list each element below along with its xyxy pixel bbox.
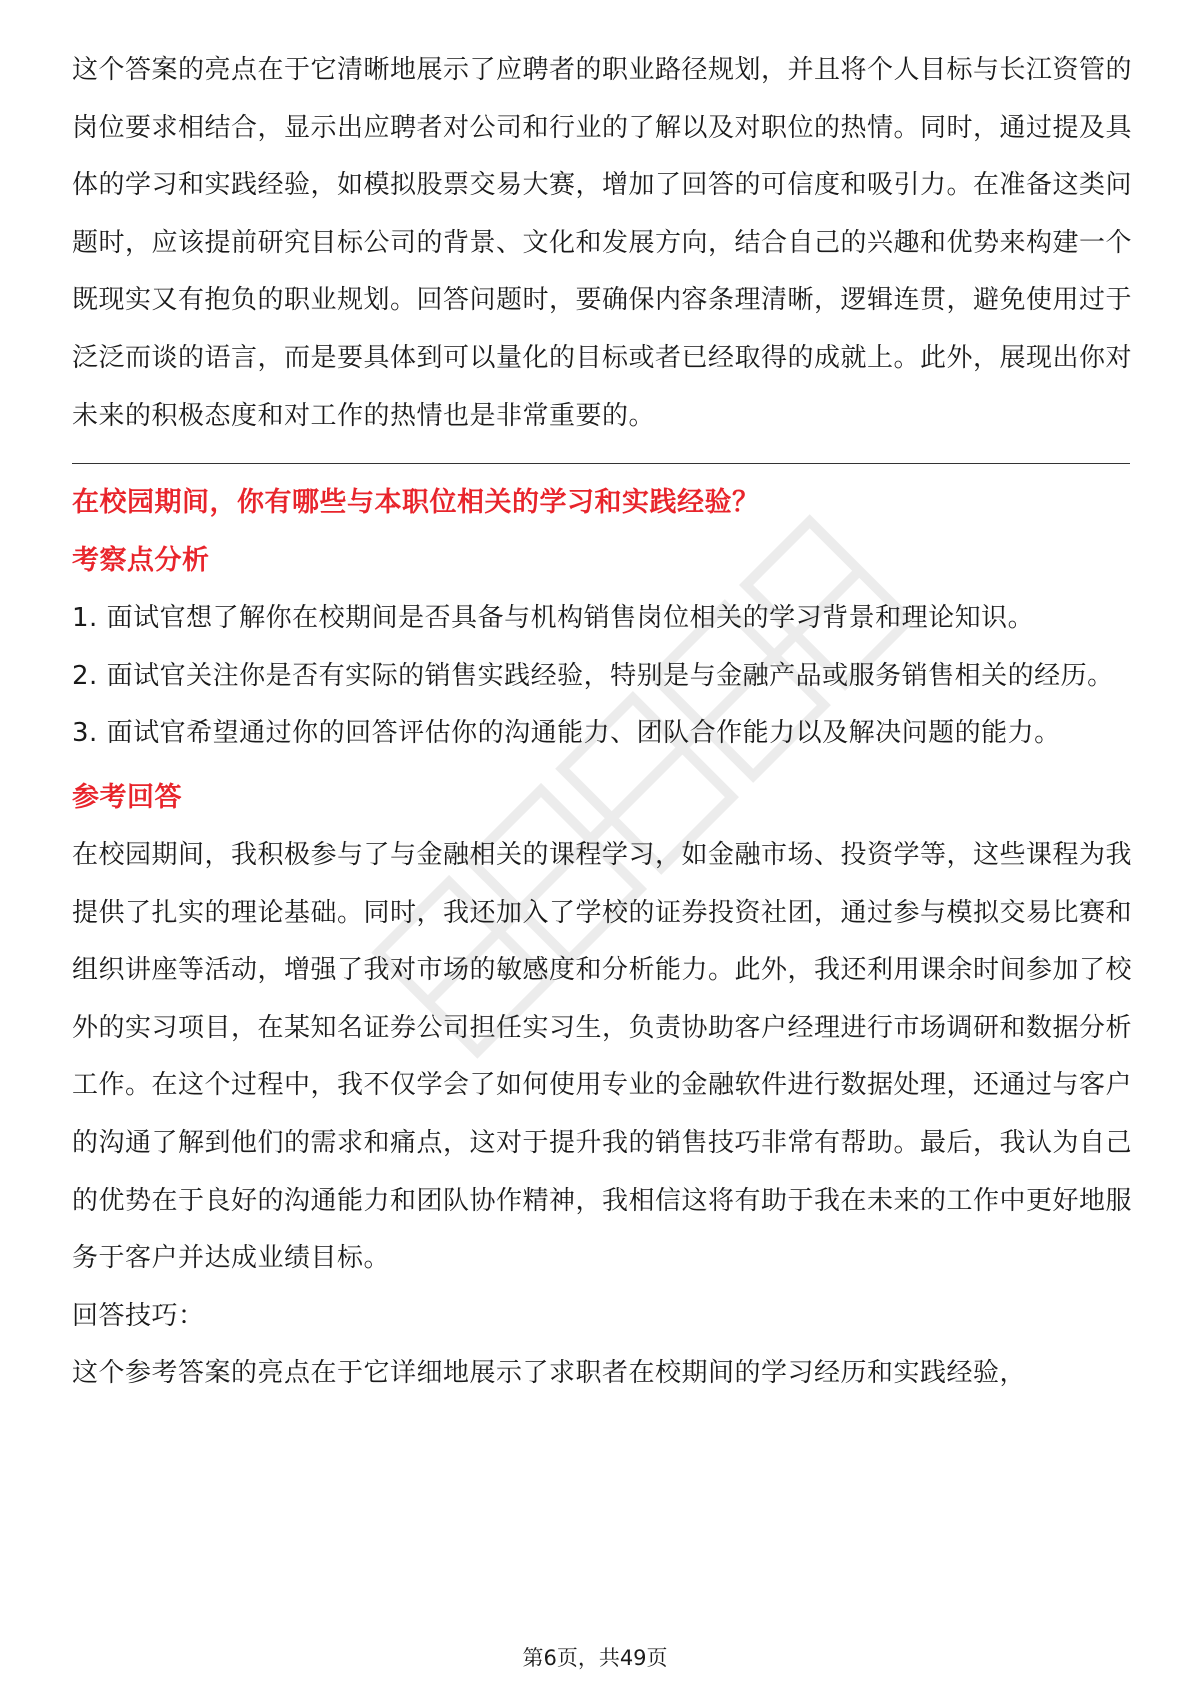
tips-label: 回答技巧： xyxy=(72,1300,205,1331)
page-content xyxy=(72,42,1132,1403)
analysis-item-2: 2. 面试官关注你是否有实际的销售实践经验，特别是与金融产品或服务销售相关的经历。 xyxy=(72,660,1114,691)
intro-paragraph: 这个答案的亮点在于它清晰地展示了应聘者的职业路径规划，并且将个人目标与长江资管的岗位要求相结合，显示出应聘者对公司和行业的了解以及对职位的热情。同时，通过提及具体的学习和实践经验，如模拟股票交易大赛，增加了回答的可信度和吸引力。在准备这类问题时，应该提前研究目标公司的背景、文化和发展方向，结合自己的兴趣和优势来构建一个既现实又有抱负的职业规划。回答问题时，要确保内容条理清晰，逻辑连贯，避免使用过于泛泛而谈的语言，而是要具体到可以量化的目标或者已经取得的成就上。此外，展现出你对未来的积极态度和对工作的热情也是非常重要的。 xyxy=(72,55,1133,431)
analysis-heading: 考察点分析 xyxy=(72,545,210,577)
analysis-item-3: 3. 面试官希望通过你的回答评估你的沟通能力、团队合作能力以及解决问题的能力。 xyxy=(72,718,1061,749)
answer-heading: 参考回答 xyxy=(72,781,182,813)
page-footer: 第6页，共49页 xyxy=(522,1646,668,1670)
section-divider xyxy=(72,463,1130,464)
analysis-item-1: 1. 面试官想了解你在校期间是否具备与机构销售岗位相关的学习背景和理论知识。 xyxy=(72,603,1035,634)
answer-paragraph: 在校园期间，我积极参与了与金融相关的课程学习，如金融市场、投资学等，这些课程为我提供了扎实的理论基础。同时，我还加入了学校的证券投资社团，通过参与模拟交易比赛和组织讲座等活动，增强了我对市场的敏感度和分析能力。此外，我还利用课余时间参加了校外的实习项目，在某知名证券公司担任实习生，负责协助客户经理进行市场调研和数据分析工作。在这个过程中，我不仅学会了如何使用专业的金融软件进行数据处理，还通过与客户的沟通了解到他们的需求和痛点，这对于提升我的销售技巧非常有帮助。最后，我认为自己的优势在于良好的沟通能力和团队协作精神，我相信这将有助于我在未来的工作中更好地服务于客户并达成业绩目标。 xyxy=(72,839,1133,1274)
tips-paragraph: 这个参考答案的亮点在于它详细地展示了求职者在校期间的学习经历和实践经验， xyxy=(72,1358,1027,1389)
question-heading: 在校园期间，你有哪些与本职位相关的学习和实践经验？ xyxy=(72,487,760,519)
